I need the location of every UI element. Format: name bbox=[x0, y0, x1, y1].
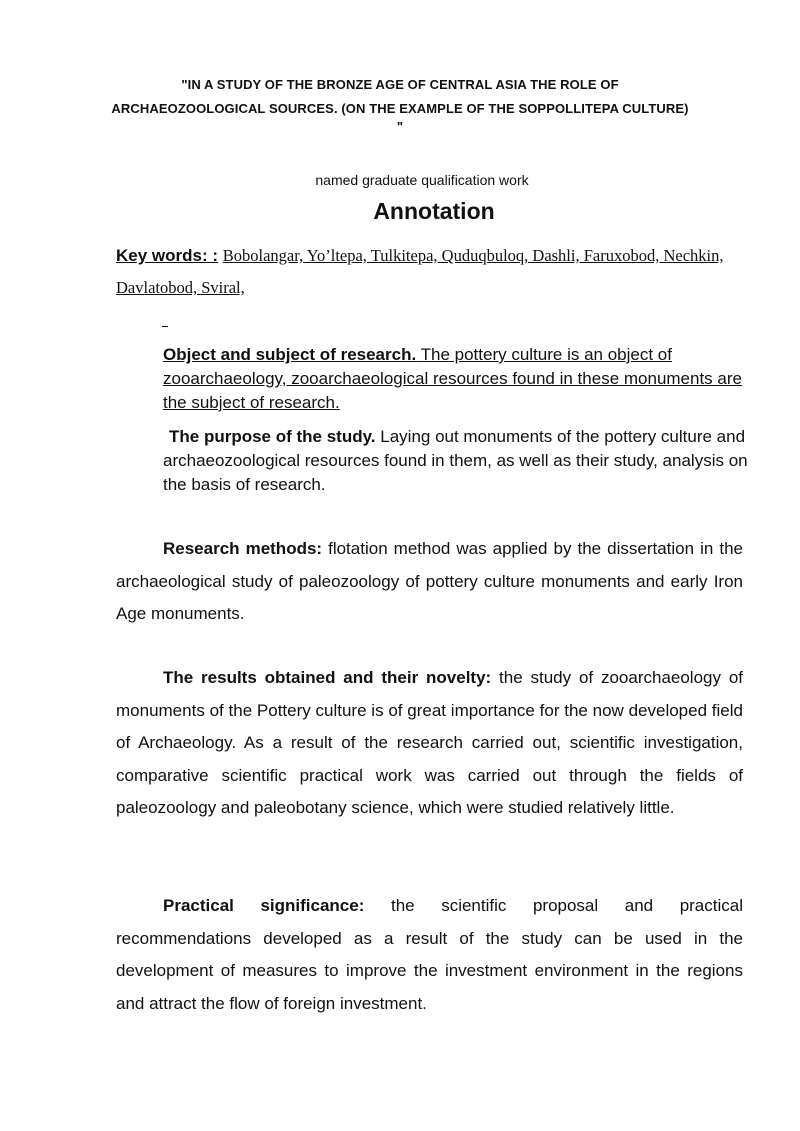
title-line-2: ARCHAEOZOOLOGICAL SOURCES. (ON THE EXAMPLE OF THE SOPPOLLITEPA CULTURE) bbox=[111, 101, 689, 116]
results-label: The results obtained and their novelty: bbox=[163, 668, 492, 687]
results-paragraph bbox=[116, 662, 743, 825]
title-line-1: "IN A STUDY OF THE BRONZE AGE OF CENTRAL ASIA THE ROLE OF bbox=[181, 77, 619, 92]
purpose-text: Laying out monuments of the pottery culture and archaeozoological resources found in them, as well as their study, analysis on the basis of research. bbox=[163, 427, 748, 494]
practical-label: Practical significance: bbox=[163, 896, 365, 915]
purpose-paragraph bbox=[163, 425, 748, 497]
methods-label: Research methods: bbox=[163, 539, 323, 558]
keywords-paragraph bbox=[116, 240, 756, 304]
object-subject-text: The pottery culture is an object of zooarchaeology, zooarchaeological resources found in these monuments are the subject of research. bbox=[163, 345, 742, 412]
results-text: the study of zooarchaeology of monuments of the Pottery culture is of great importance for the now developed field of Archaeology. As a result of the research carried out, scientific investigation, comparative scientific practical work was carried out through the fields of paleozoology and paleobotany science, which were studied relatively little. bbox=[116, 668, 743, 817]
document-title bbox=[100, 73, 700, 133]
methods-paragraph bbox=[116, 533, 743, 631]
purpose-label: The purpose of the study. bbox=[169, 427, 376, 446]
methods-text: flotation method was applied by the dissertation in the archaeological study of paleozoology of pottery culture monuments and early Iron Age monuments. bbox=[116, 539, 743, 623]
dash-mark bbox=[162, 326, 168, 327]
object-subject-paragraph bbox=[163, 343, 748, 415]
document-subtitle: named graduate qualification work bbox=[315, 172, 529, 188]
keywords-label: Key words: : bbox=[116, 246, 219, 265]
title-line-3: " bbox=[396, 119, 404, 134]
practical-paragraph bbox=[116, 890, 743, 1020]
object-subject-label: Object and subject of research. bbox=[163, 345, 417, 364]
annotation-heading: Annotation bbox=[373, 198, 495, 224]
keywords-list: Bobolangar, Yo’ltepa, Tulkitepa, Quduqbuloq, Dashli, Faruxobod, Nechkin, Davlatobod, Sviral, bbox=[116, 246, 724, 297]
practical-text: the scientific proposal and practical recommendations developed as a result of the study can be used in the development of measures to improve the investment environment in the regions and attract the flow of foreign investment. bbox=[116, 896, 743, 1013]
